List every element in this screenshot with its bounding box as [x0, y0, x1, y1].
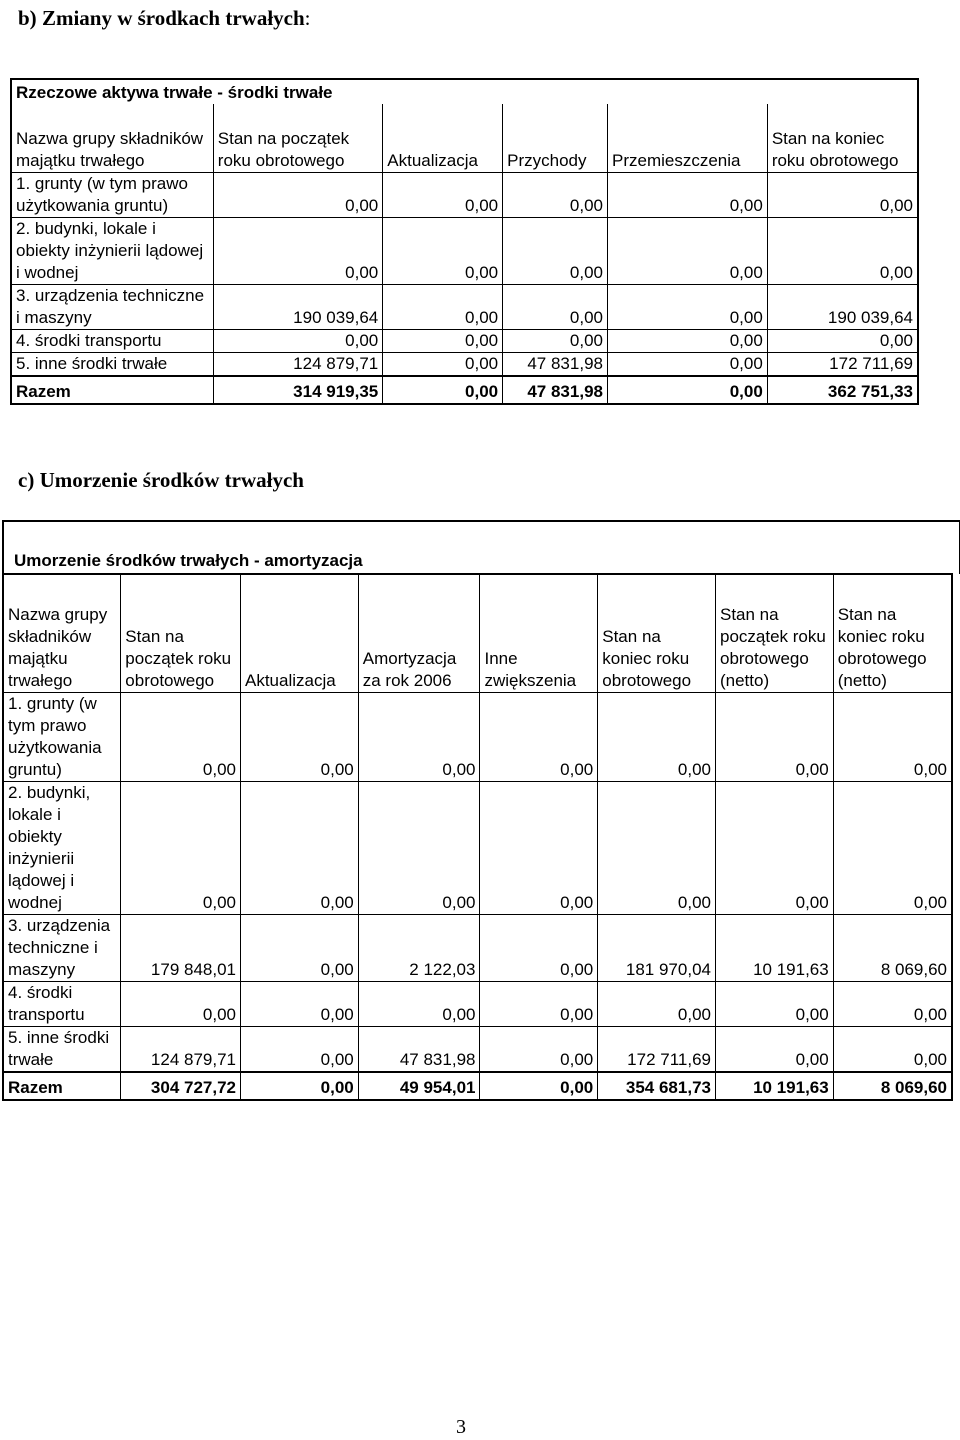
cell-value: 190 039,64 — [767, 284, 918, 329]
table1-header-start: Stan na początek roku obrotowego — [213, 104, 382, 172]
table2-header-end: Stan na koniec roku obrotowego — [598, 574, 716, 692]
cell-value: 0,00 — [241, 781, 359, 914]
cell-value: 0,00 — [358, 981, 480, 1026]
total-value: 0,00 — [480, 1072, 598, 1100]
cell-value: 0,00 — [503, 284, 608, 329]
row-label: 4. środki transportu — [3, 981, 121, 1026]
cell-value: 0,00 — [607, 284, 767, 329]
row-label: 5. inne środki trwałe — [3, 1026, 121, 1072]
cell-value: 0,00 — [598, 781, 716, 914]
row-label: 1. grunty (w tym prawo użytkowania gruntu) — [11, 172, 213, 217]
table-row — [3, 914, 952, 981]
section-b-heading — [18, 6, 311, 31]
cell-value: 0,00 — [607, 352, 767, 376]
cell-value: 0,00 — [503, 217, 608, 284]
table-row — [11, 172, 918, 217]
cell-value: 10 191,63 — [715, 914, 833, 981]
cell-value: 0,00 — [241, 1026, 359, 1072]
cell-value: 0,00 — [833, 692, 952, 781]
row-label: 3. urządzenia techniczne i maszyny — [3, 914, 121, 981]
cell-value: 0,00 — [241, 692, 359, 781]
cell-value: 0,00 — [213, 217, 382, 284]
cell-value: 124 879,71 — [121, 1026, 241, 1072]
page-number: 3 — [456, 1416, 466, 1438]
table2-header-name: Nazwa grupy składników majątku trwałego — [3, 574, 121, 692]
cell-value: 0,00 — [833, 1026, 952, 1072]
cell-value: 172 711,69 — [598, 1026, 716, 1072]
cell-value: 0,00 — [383, 172, 503, 217]
table1-header-end: Stan na koniec roku obrotowego — [767, 104, 918, 172]
table1-header-update: Aktualizacja — [383, 104, 503, 172]
cell-value: 0,00 — [241, 981, 359, 1026]
table-row — [3, 692, 952, 781]
depreciation-table — [2, 573, 953, 1101]
total-label: Razem — [3, 1072, 121, 1100]
row-label: 4. środki transportu — [11, 329, 213, 352]
table-total-row — [11, 376, 918, 404]
table-row — [3, 981, 952, 1026]
table-row — [11, 217, 918, 284]
table-row — [3, 781, 952, 914]
cell-value: 0,00 — [503, 172, 608, 217]
cell-value: 47 831,98 — [503, 352, 608, 376]
total-value: 10 191,63 — [715, 1072, 833, 1100]
cell-value: 0,00 — [715, 981, 833, 1026]
cell-value: 0,00 — [598, 981, 716, 1026]
total-value: 8 069,60 — [833, 1072, 952, 1100]
cell-value: 47 831,98 — [358, 1026, 480, 1072]
cell-value: 0,00 — [607, 172, 767, 217]
cell-value: 0,00 — [598, 692, 716, 781]
row-label: 1. grunty (w tym prawo użytkowania gruntu) — [3, 692, 121, 781]
cell-value: 179 848,01 — [121, 914, 241, 981]
cell-value: 0,00 — [833, 981, 952, 1026]
total-value: 47 831,98 — [503, 376, 608, 404]
cell-value: 0,00 — [715, 1026, 833, 1072]
table2-header-end-net: Stan na koniec roku obrotowego (netto) — [833, 574, 952, 692]
cell-value: 0,00 — [383, 284, 503, 329]
table1-caption: Rzeczowe aktywa trwałe - środki trwałe — [11, 79, 918, 104]
cell-value: 0,00 — [767, 217, 918, 284]
cell-value: 0,00 — [767, 329, 918, 352]
table2-header-start: Stan na początek roku obrotowego — [121, 574, 241, 692]
cell-value: 0,00 — [503, 329, 608, 352]
cell-value: 0,00 — [480, 781, 598, 914]
section-c-heading: c) Umorzenie środków trwałych — [18, 468, 304, 492]
table-row — [11, 352, 918, 376]
cell-value: 0,00 — [480, 981, 598, 1026]
cell-value: 2 122,03 — [358, 914, 480, 981]
cell-value: 0,00 — [121, 981, 241, 1026]
cell-value: 0,00 — [121, 781, 241, 914]
cell-value: 0,00 — [767, 172, 918, 217]
cell-value: 0,00 — [213, 329, 382, 352]
cell-value: 0,00 — [383, 329, 503, 352]
cell-value: 8 069,60 — [833, 914, 952, 981]
row-label: 5. inne środki trwałe — [11, 352, 213, 376]
cell-value: 0,00 — [383, 217, 503, 284]
table2-header-start-net: Stan na początek roku obrotowego (netto) — [715, 574, 833, 692]
cell-value: 0,00 — [607, 217, 767, 284]
cell-value: 0,00 — [213, 172, 382, 217]
row-label: 2. budynki, lokale i obiekty inżynierii lądowej i wodnej — [3, 781, 121, 914]
cell-value: 181 970,04 — [598, 914, 716, 981]
table-row — [11, 284, 918, 329]
table-row — [3, 1026, 952, 1072]
total-value: 314 919,35 — [213, 376, 382, 404]
cell-value: 0,00 — [480, 914, 598, 981]
fixed-assets-table — [10, 78, 919, 405]
total-value: 304 727,72 — [121, 1072, 241, 1100]
table2-caption: Umorzenie środków trwałych - amortyzacja — [14, 551, 363, 570]
table1-header-transfer: Przemieszczenia — [607, 104, 767, 172]
cell-value: 124 879,71 — [213, 352, 382, 376]
total-value: 354 681,73 — [598, 1072, 716, 1100]
section-b-suffix: : — [304, 6, 311, 30]
cell-value: 0,00 — [480, 692, 598, 781]
row-label: 2. budynki, lokale i obiekty inżynierii lądowej i wodnej — [11, 217, 213, 284]
table2-header-other-increase: Inne zwiększenia — [480, 574, 598, 692]
table-total-row — [3, 1072, 952, 1100]
table1-header-income: Przychody — [503, 104, 608, 172]
total-value: 0,00 — [607, 376, 767, 404]
cell-value: 0,00 — [383, 352, 503, 376]
table-row — [11, 329, 918, 352]
cell-value: 0,00 — [607, 329, 767, 352]
total-value: 362 751,33 — [767, 376, 918, 404]
total-value: 49 954,01 — [358, 1072, 480, 1100]
total-value: 0,00 — [241, 1072, 359, 1100]
cell-value: 0,00 — [715, 781, 833, 914]
table1-header-name: Nazwa grupy składników majątku trwałego — [11, 104, 213, 172]
section-b-prefix: b) — [18, 6, 42, 30]
section-b-title: Zmiany w środkach trwałych — [41, 6, 305, 30]
total-value: 0,00 — [383, 376, 503, 404]
table2-header-update: Aktualizacja — [241, 574, 359, 692]
cell-value: 0,00 — [358, 781, 480, 914]
cell-value: 190 039,64 — [213, 284, 382, 329]
total-label: Razem — [11, 376, 213, 404]
cell-value: 172 711,69 — [767, 352, 918, 376]
cell-value: 0,00 — [480, 1026, 598, 1072]
table2-header-amortization: Amortyzacja za rok 2006 — [358, 574, 480, 692]
cell-value: 0,00 — [121, 692, 241, 781]
cell-value: 0,00 — [715, 692, 833, 781]
cell-value: 0,00 — [358, 692, 480, 781]
cell-value: 0,00 — [241, 914, 359, 981]
cell-value: 0,00 — [833, 781, 952, 914]
row-label: 3. urządzenia techniczne i maszyny — [11, 284, 213, 329]
